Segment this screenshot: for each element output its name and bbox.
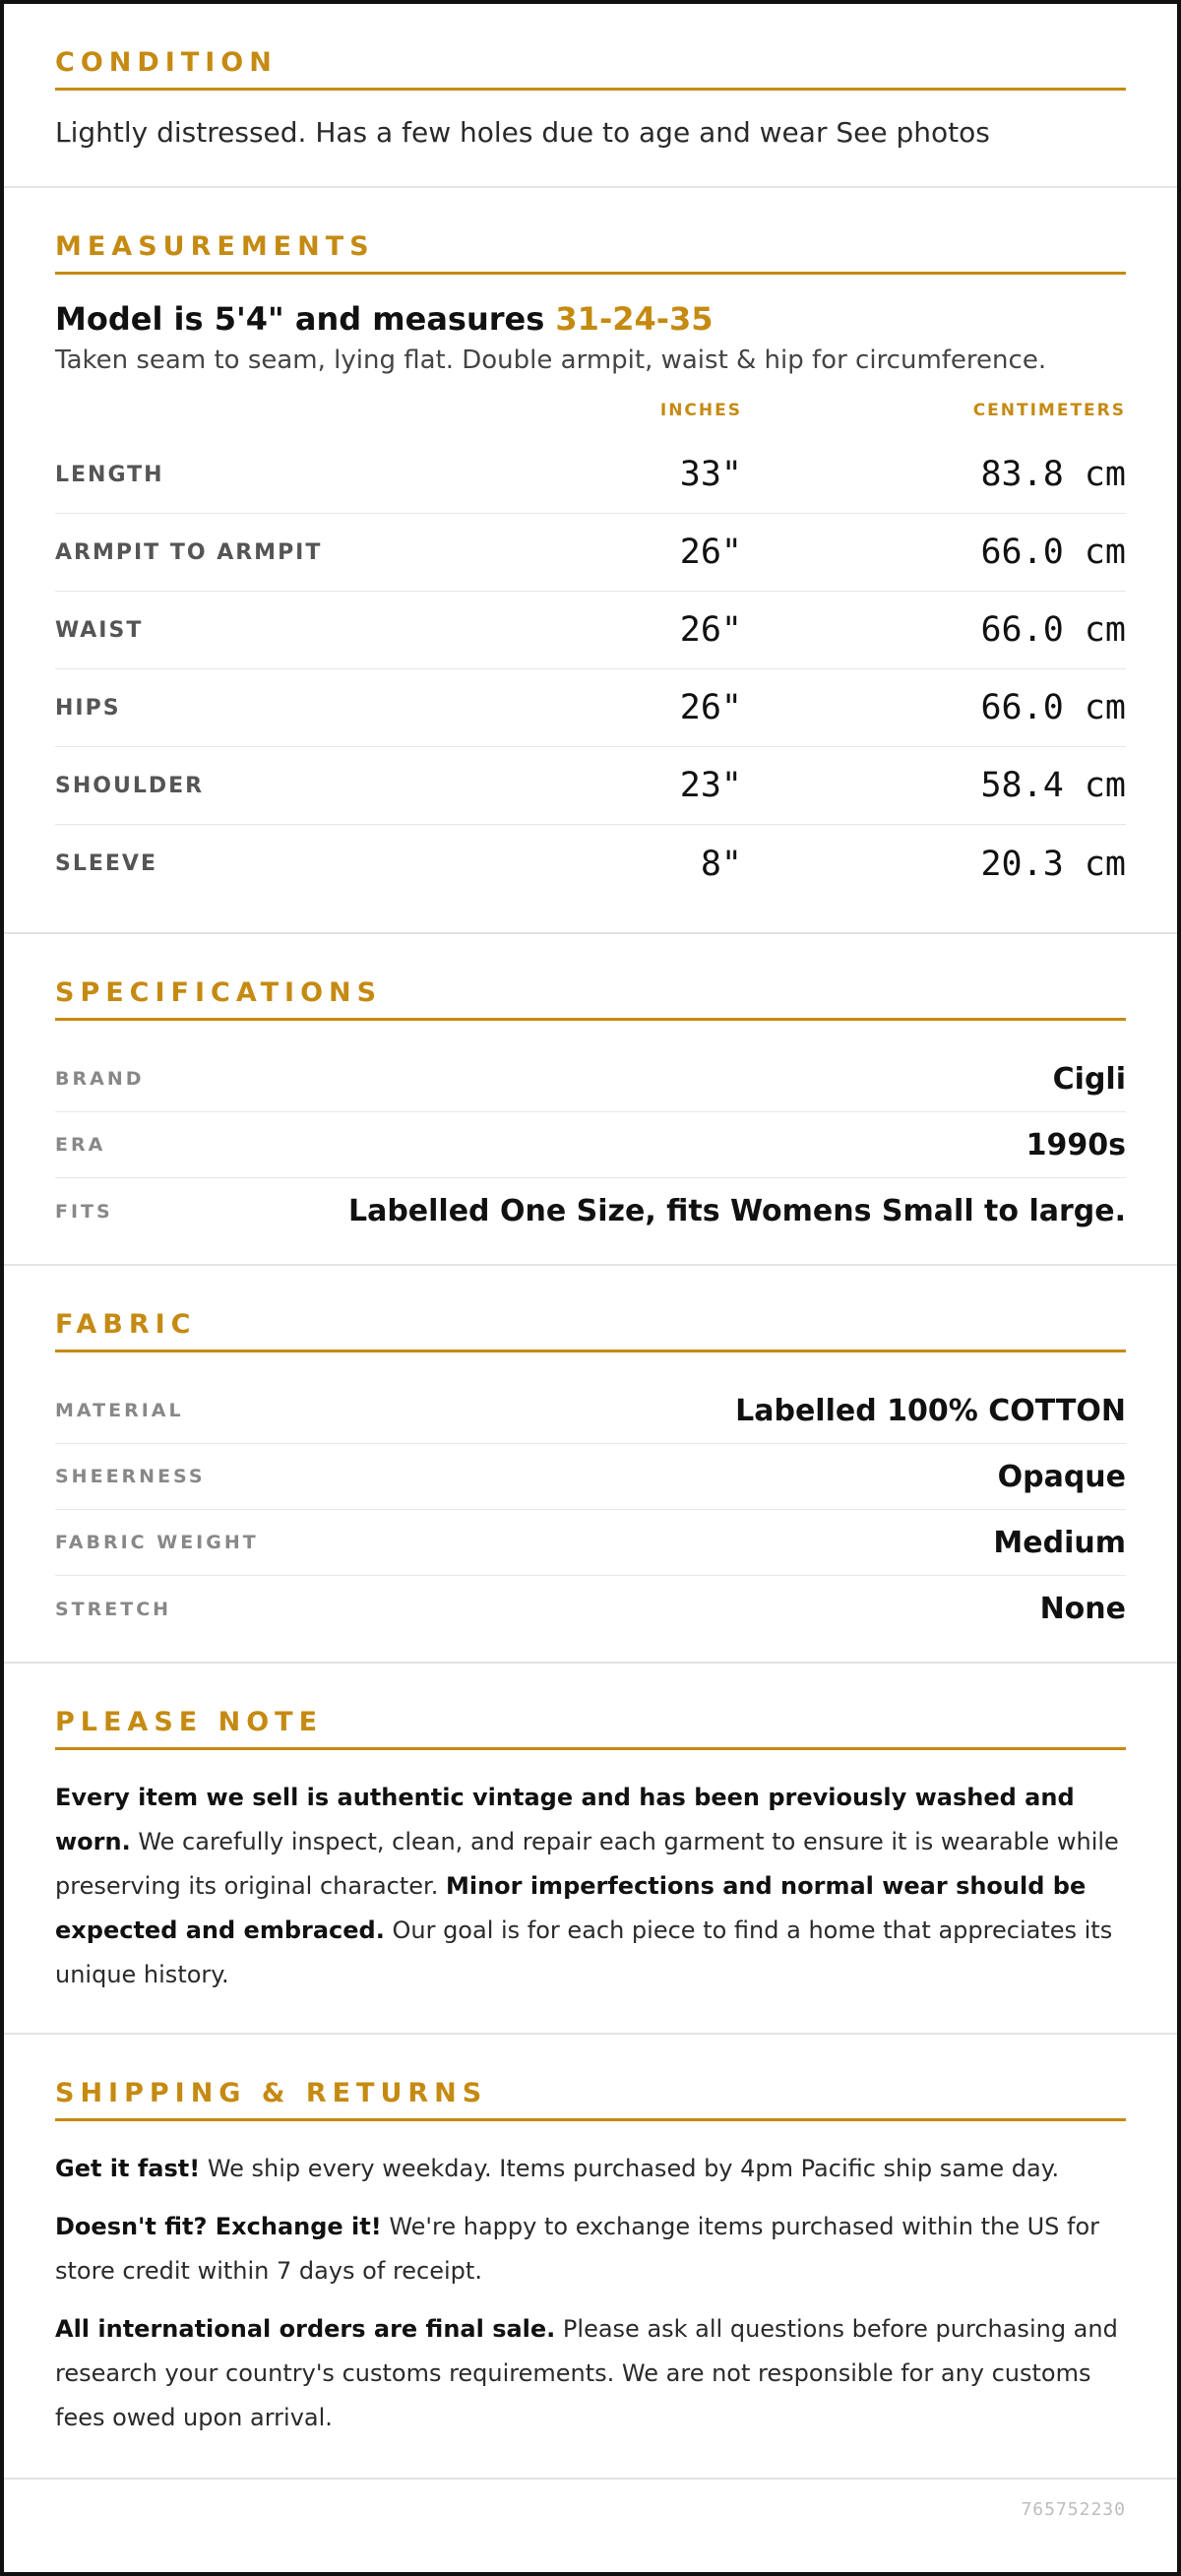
measurement-inches: 23" bbox=[679, 766, 742, 805]
spec-row-era bbox=[55, 1112, 1126, 1178]
centimeters-column-header: CENTIMETERS bbox=[972, 401, 1126, 420]
measurement-inches: 26" bbox=[679, 688, 742, 727]
shipping-bold-3: All international orders are final sale. bbox=[55, 2315, 556, 2343]
spec-label: BRAND bbox=[55, 1068, 145, 1090]
note-bold-1: Every item we sell is authentic vintage and has been previously washed and worn. bbox=[55, 1784, 1075, 1855]
shipping-para-3 bbox=[55, 2307, 1126, 2440]
inches-column-header: INCHES bbox=[659, 401, 742, 420]
measurement-row-hips bbox=[55, 669, 1126, 747]
fabric-value: None bbox=[1039, 1592, 1126, 1626]
measurement-row-sleeve bbox=[55, 825, 1126, 903]
measurement-inches: 8" bbox=[700, 844, 742, 884]
shipping-para-1 bbox=[55, 2147, 1126, 2191]
measurement-cm: 66.0 cm bbox=[980, 610, 1126, 650]
condition-section bbox=[4, 4, 1177, 188]
measurement-label: ARMPIT TO ARMPIT bbox=[55, 539, 323, 565]
measurement-inches: 26" bbox=[679, 533, 742, 572]
specifications-title: SPECIFICATIONS bbox=[55, 977, 1126, 1021]
fabric-label: MATERIAL bbox=[55, 1400, 184, 1421]
measurements-header bbox=[55, 401, 1126, 436]
spec-label: ERA bbox=[55, 1134, 106, 1156]
measurement-row-armpit bbox=[55, 514, 1126, 592]
fabric-row-weight bbox=[55, 1510, 1126, 1576]
fabric-title: FABRIC bbox=[55, 1309, 1126, 1352]
spec-label: FITS bbox=[55, 1200, 113, 1223]
note-text-2: Our goal is for each piece to find a home that appreciates its unique history. bbox=[55, 1916, 1113, 1988]
measurement-cm: 66.0 cm bbox=[980, 688, 1126, 727]
measurement-cm: 66.0 cm bbox=[980, 533, 1126, 572]
model-measures-value: 31-24-35 bbox=[555, 300, 714, 338]
measurement-label: WAIST bbox=[55, 617, 144, 643]
fabric-value: Labelled 100% COTTON bbox=[735, 1393, 1126, 1428]
fabric-label: FABRIC WEIGHT bbox=[55, 1532, 259, 1553]
fabric-label: SHEERNESS bbox=[55, 1466, 206, 1487]
measurement-row-waist bbox=[55, 592, 1126, 669]
model-prefix: Model is 5'4" and measures bbox=[55, 300, 556, 338]
shipping-text-2: We're happy to exchange items purchased within the US for store credit within 7 days of receipt. bbox=[55, 2213, 1100, 2285]
condition-title: CONDITION bbox=[55, 47, 1126, 91]
measurements-title: MEASUREMENTS bbox=[55, 231, 1126, 275]
measurements-table bbox=[55, 436, 1126, 903]
product-id: 765752230 bbox=[1021, 2499, 1126, 2520]
note-bold-2: Minor imperfections and normal wear should be expected and embraced. bbox=[55, 1872, 1087, 1944]
shipping-bold-1: Get it fast! bbox=[55, 2155, 201, 2182]
product-id-footer bbox=[4, 2480, 1177, 2540]
measurement-cm: 20.3 cm bbox=[980, 844, 1126, 884]
measurement-row-length bbox=[55, 436, 1126, 514]
measurement-cm: 83.8 cm bbox=[980, 455, 1126, 494]
measurement-note: Taken seam to seam, lying flat. Double armpit, waist & hip for circumference. bbox=[55, 346, 1047, 375]
measurements-section bbox=[4, 188, 1177, 934]
spec-row-fits bbox=[55, 1178, 1126, 1244]
fabric-row-material bbox=[55, 1378, 1126, 1444]
spec-value: 1990s bbox=[1026, 1127, 1126, 1162]
spec-value: Labelled One Size, fits Womens Small to large. bbox=[347, 1194, 1126, 1228]
condition-text: Lightly distressed. Has a few holes due to age and wear See photos bbox=[55, 116, 990, 149]
shipping-para-2 bbox=[55, 2205, 1126, 2293]
measurement-label: LENGTH bbox=[55, 462, 164, 487]
measurement-label: SHOULDER bbox=[55, 773, 205, 798]
please-note-section bbox=[4, 1664, 1177, 2035]
note-text-1: We carefully inspect, clean, and repair each garment to ensure it is wearable while preserving its original character. bbox=[55, 1828, 1119, 1900]
spec-row-brand bbox=[55, 1046, 1126, 1112]
measurement-row-shoulder bbox=[55, 747, 1126, 825]
shipping-text-1: We ship every weekday. Items purchased by 4pm Pacific ship same day. bbox=[200, 2155, 1060, 2182]
please-note-title: PLEASE NOTE bbox=[55, 1707, 1126, 1750]
measurement-cm: 58.4 cm bbox=[980, 766, 1126, 805]
fabric-section bbox=[4, 1266, 1177, 1664]
shipping-title: SHIPPING & RETURNS bbox=[55, 2078, 1126, 2121]
specifications-section bbox=[4, 934, 1177, 1266]
fabric-label: STRETCH bbox=[55, 1598, 172, 1620]
fabric-value: Medium bbox=[993, 1525, 1126, 1560]
measurement-inches: 26" bbox=[679, 610, 742, 650]
model-measures-line bbox=[55, 300, 1126, 338]
shipping-text-3: Please ask all questions before purchasing and research your country's customs requirements. We are not responsible for any customs fees owed upon arrival. bbox=[55, 2315, 1118, 2431]
measurement-label: SLEEVE bbox=[55, 851, 157, 876]
fabric-value: Opaque bbox=[997, 1459, 1126, 1494]
measurement-label: HIPS bbox=[55, 695, 121, 721]
shipping-bold-2: Doesn't fit? Exchange it! bbox=[55, 2213, 382, 2240]
shipping-section bbox=[4, 2035, 1177, 2480]
please-note-text bbox=[55, 1776, 1126, 1997]
fabric-row-stretch bbox=[55, 1576, 1126, 1642]
fabric-row-sheerness bbox=[55, 1444, 1126, 1510]
spec-value: Cigli bbox=[1052, 1061, 1126, 1097]
measurement-inches: 33" bbox=[679, 455, 742, 494]
